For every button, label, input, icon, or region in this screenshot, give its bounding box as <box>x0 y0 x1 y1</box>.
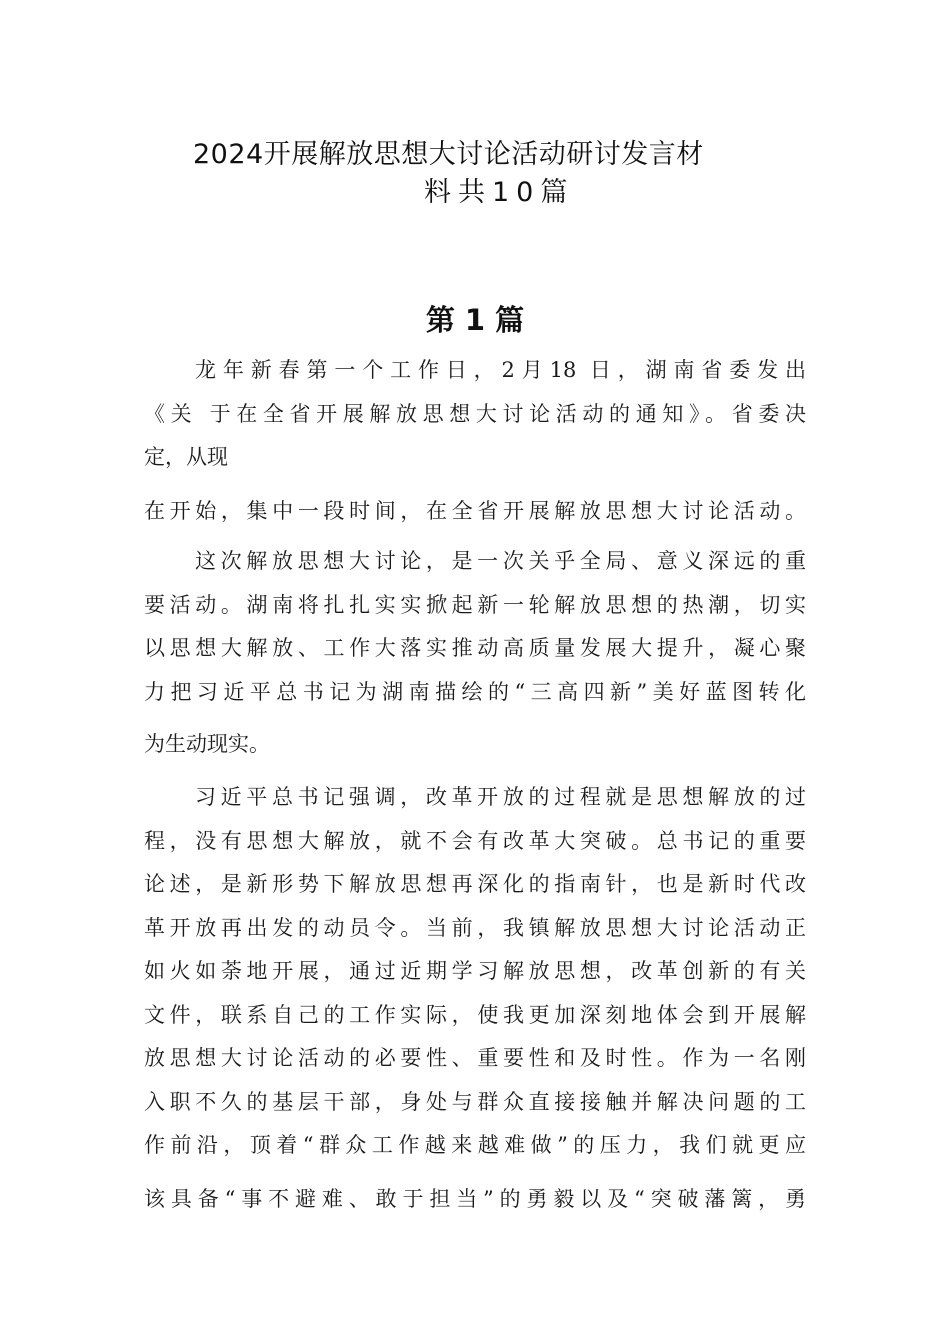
body-line: 龙年新春第一个工作日，2月18 日，湖南省委发出 <box>195 358 806 382</box>
body-line: 要活动。湖南将扎扎实实掀起新一轮解放思想的热潮，切实 <box>144 593 806 617</box>
document-title-line-1: 2024开展解放思想大讨论活动研讨发言材 <box>193 139 704 170</box>
body-line: 《关 于在全省开展解放思想大讨论活动的通知》。省委决 <box>144 402 806 426</box>
body-line: 革开放再出发的动员令。当前，我镇解放思想大讨论活动正 <box>144 916 806 940</box>
body-line: 文件，联系自己的工作实际，使我更加深刻地体会到开展解 <box>144 1003 806 1027</box>
section-heading: 第 1 篇 <box>425 303 525 337</box>
body-line: 放思想大讨论活动的必要性、重要性和及时性。作为一名刚 <box>144 1046 806 1070</box>
body-line: 在开始，集中一段时间，在全省开展解放思想大讨论活动。 <box>144 499 806 523</box>
document-title-line-2: 料共10篇 <box>424 177 575 208</box>
body-line: 以思想大解放、工作大落实推动高质量发展大提升，凝心聚 <box>144 636 806 660</box>
body-line: 为生动现实。 <box>144 732 270 756</box>
body-line: 这次解放思想大讨论，是一次关乎全局、意义深远的重 <box>195 549 806 573</box>
body-line: 定，从现 <box>144 445 228 469</box>
body-line: 力把习近平总书记为湖南描绘的“三高四新”美好蓝图转化 <box>144 680 806 704</box>
body-line: 该具备“事不避难、敢于担当”的勇毅以及“突破藩篱，勇 <box>144 1187 806 1211</box>
body-line: 习近平总书记强调，改革开放的过程就是思想解放的过 <box>195 785 806 809</box>
body-line: 论述，是新形势下解放思想再深化的指南针，也是新时代改 <box>144 872 806 896</box>
body-line: 作前沿，顶着“群众工作越来越难做”的压力，我们就更应 <box>144 1133 806 1157</box>
body-line: 如火如荼地开展，通过近期学习解放思想，改革创新的有关 <box>144 959 806 983</box>
body-line: 程，没有思想大解放，就不会有改革大突破。总书记的重要 <box>144 829 806 853</box>
body-line: 入职不久的基层干部，身处与群众直接接触并解决问题的工 <box>144 1090 806 1114</box>
